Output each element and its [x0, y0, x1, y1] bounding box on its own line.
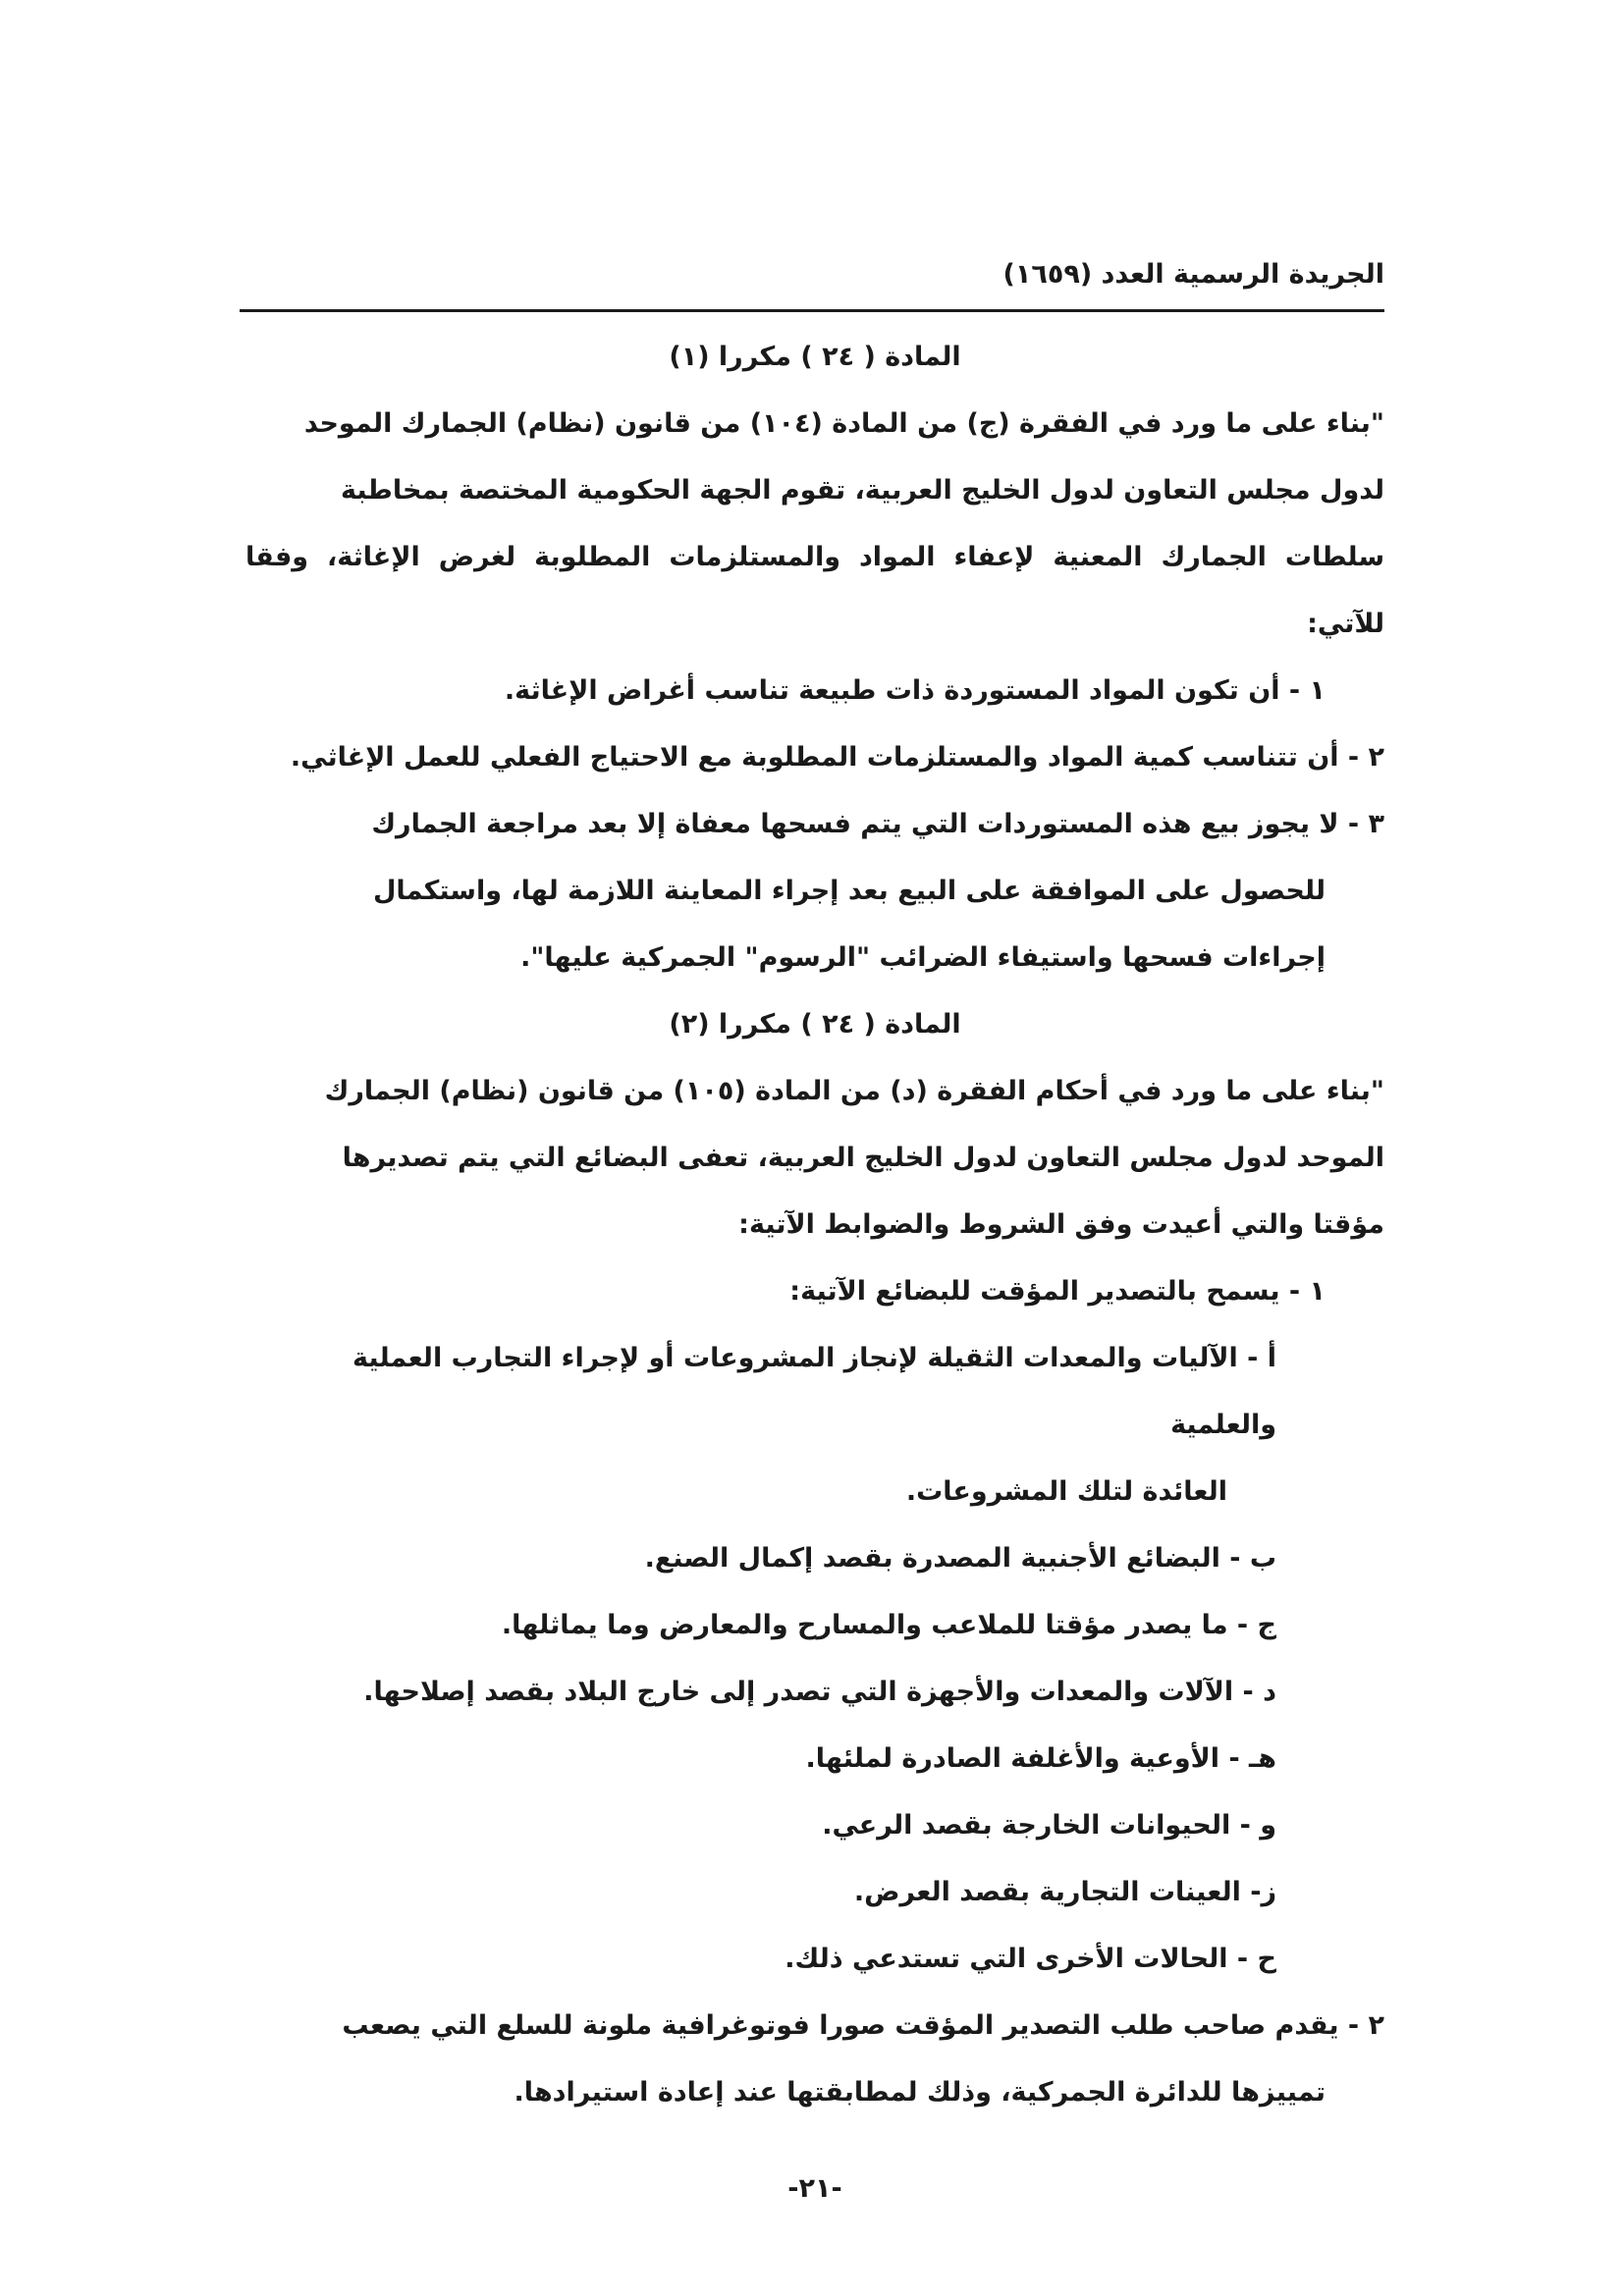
- page-number: -٢١-: [787, 2173, 842, 2204]
- article2-sub-item-f: و - الحيوانات الخارجة بقصد الرعي.: [822, 1810, 1276, 1841]
- article2-sub-item-h: ح - الحالات الأخرى التي تستدعي ذلك.: [785, 1944, 1276, 1974]
- article1-intro-line-3: سلطات الجمارك المعنية لإعفاء المواد والمستلزمات المطلوبة لغرض الإغاثة، وفقا للآتي:: [245, 542, 1384, 639]
- article2-sub-item-a-line-2: العائدة لتلك المشروعات.: [905, 1476, 1227, 1507]
- article1-intro-line-2: لدول مجلس التعاون لدول الخليج العربية، تقوم الجهة الحكومية المختصة بمخاطبة: [341, 475, 1384, 506]
- article1-intro-line-1: "بناء على ما ورد في الفقرة (ج) من المادة (١٠٤) من قانون (نظام) الجمارك الموحد: [303, 408, 1384, 439]
- article2-item-1: ١ - يسمح بالتصدير المؤقت للبضائع الآتية:: [789, 1276, 1326, 1307]
- document-body: [245, 324, 1384, 2126]
- article1-item-1: ١ - أن تكون المواد المستوردة ذات طبيعة تناسب أغراض الإغاثة.: [504, 675, 1326, 706]
- article1-item-3-line-2: للحصول على الموافقة على البيع بعد إجراء المعاينة اللازمة لها، واستكمال: [373, 876, 1326, 906]
- article2-intro-line-2: الموحد لدول مجلس التعاون لدول الخليج العربية، تعفى البضائع التي يتم تصديرها: [342, 1143, 1384, 1173]
- document-page: [245, 255, 1384, 2238]
- article2-sub-item-b: ب - البضائع الأجنبية المصدرة بقصد إكمال الصنع.: [644, 1543, 1276, 1574]
- gazette-header-title: الجريدة الرسمية العدد (١٦٥٩): [1002, 259, 1384, 290]
- article2-sub-item-a-line-1: أ - الآليات والمعدات الثقيلة لإنجاز المشروعات أو لإجراء التجارب العملية والعلمية: [352, 1343, 1276, 1440]
- article2-item-2-line-2: تمييزها للدائرة الجمركية، وذلك لمطابقتها عند إعادة استيرادها.: [514, 2077, 1326, 2108]
- article1-item-2: ٢ - أن تتناسب كمية المواد والمستلزمات المطلوبة مع الاحتياج الفعلي للعمل الإغاثي.: [290, 742, 1384, 773]
- article2-sub-item-d: د - الآلات والمعدات والأجهزة التي تصدر إلى خارج البلاد بقصد إصلاحها.: [363, 1677, 1276, 1707]
- article2-item-2-line-1: ٢ - يقدم صاحب طلب التصدير المؤقت صورا فوتوغرافية ملونة للسلع التي يصعب: [342, 2010, 1384, 2041]
- article2-intro-line-3: مؤقتا والتي أعيدت وفق الشروط والضوابط الآتية:: [738, 1209, 1384, 1240]
- article-24-bis-1-heading: المادة ( ٢٤ ) مكررا (١): [669, 342, 961, 372]
- article2-intro-line-1: "بناء على ما ورد في أحكام الفقرة (د) من المادة (١٠٥) من قانون (نظام) الجمارك: [324, 1076, 1384, 1106]
- article2-sub-item-c: ج - ما يصدر مؤقتا للملاعب والمسارح والمعارض وما يماثلها.: [501, 1610, 1276, 1640]
- article-24-bis-2-heading: المادة ( ٢٤ ) مكررا (٢): [669, 1009, 961, 1040]
- article2-sub-item-e: هـ - الأوعية والأغلفة الصادرة لملئها.: [805, 1743, 1276, 1774]
- article1-item-3-line-1: ٣ - لا يجوز بيع هذه المستوردات التي يتم فسحها معفاة إلا بعد مراجعة الجمارك: [371, 809, 1384, 839]
- header-divider: [240, 309, 1384, 312]
- article1-item-3-line-3: إجراءات فسحها واستيفاء الضرائب "الرسوم" الجمركية عليها".: [520, 942, 1326, 973]
- article2-sub-item-g: ز- العينات التجارية بقصد العرض.: [853, 1877, 1276, 1907]
